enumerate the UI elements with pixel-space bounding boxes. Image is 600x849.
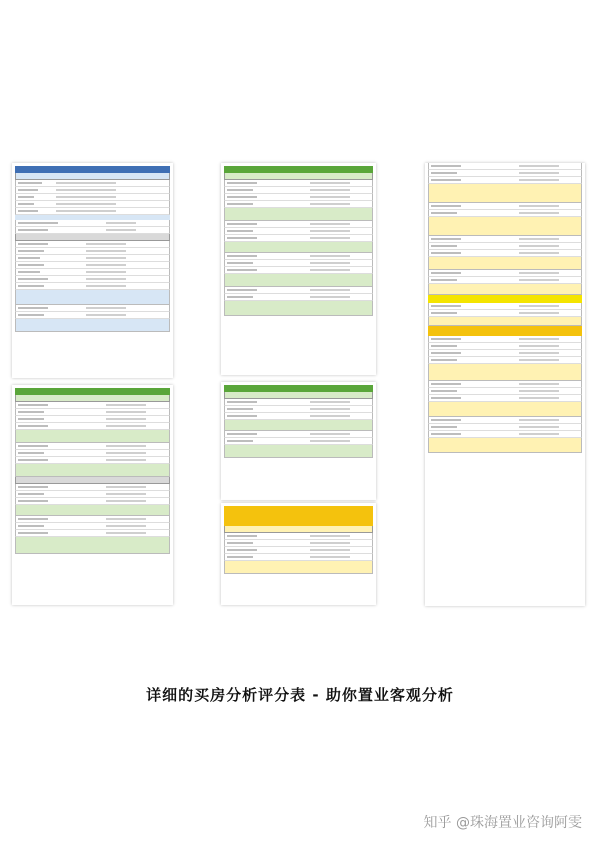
table-row [15,201,170,208]
table-row [224,260,373,267]
table-row [224,431,373,438]
note-block [224,420,373,431]
note-block [428,217,582,236]
note-block [15,290,170,305]
table-row [224,547,373,554]
note-block [428,284,582,295]
note-block [224,208,373,221]
table-row [428,210,582,217]
main-caption: 详细的买房分析评分表 - 助你置业客观分析 [146,686,454,704]
table-row [224,228,373,235]
note-block [428,364,582,381]
table-row [428,303,582,310]
table-row [224,399,373,406]
table-row [224,294,373,301]
table-row [15,269,170,276]
note-block [428,257,582,270]
table-row [15,227,170,234]
table-row [15,194,170,201]
table-row [428,203,582,210]
table-row [15,180,170,187]
note-block [428,438,582,453]
table-row [15,523,170,530]
table-row [15,530,170,537]
note-block [15,319,170,332]
note-block [224,274,373,287]
table-row [224,267,373,274]
sheet-header [15,166,170,173]
table-row [428,163,582,170]
table-row [428,310,582,317]
section-bar [224,173,373,180]
table-row [428,277,582,284]
table-row [428,170,582,177]
table-row [428,236,582,243]
table-row [428,395,582,402]
table-row [428,417,582,424]
table-row [15,457,170,464]
table-row [15,491,170,498]
note-block [15,537,170,554]
table-row [15,305,170,312]
table-row [15,450,170,457]
sheet-header [224,166,373,173]
table-row [15,241,170,248]
table-row [15,484,170,491]
table-row [224,540,373,547]
sheet-left-top [12,163,173,378]
table-row [224,235,373,242]
note-block [224,301,373,316]
table-row [224,194,373,201]
section-bar [224,526,373,533]
note-block [15,430,170,443]
note-block [428,317,582,326]
note-block [15,464,170,477]
table-row [224,554,373,561]
table-row [224,201,373,208]
table-row [15,516,170,523]
table-row [428,270,582,277]
table-row [15,409,170,416]
sheet-left-bottom [12,385,173,605]
table-row [428,350,582,357]
table-row [15,255,170,262]
table-row [15,220,170,227]
table-row [224,287,373,294]
highlight-band [428,295,582,303]
table-row [15,402,170,409]
note-block [428,402,582,417]
table-row [428,424,582,431]
watermark: 知乎 @珠海置业咨询阿雯 [423,815,582,831]
section-bar [15,173,170,180]
table-row [15,416,170,423]
table-row [224,253,373,260]
sheet-header [15,388,170,395]
table-row [15,283,170,290]
table-row [15,498,170,505]
table-row [15,208,170,215]
sheet-middle-top [221,163,376,375]
note-block [224,561,373,574]
table-row [428,388,582,395]
table-row [224,180,373,187]
sheet-header [224,385,373,392]
table-row [15,276,170,283]
highlight-band [428,326,582,336]
table-row [224,187,373,194]
table-row [224,221,373,228]
table-row [224,406,373,413]
table-row [15,443,170,450]
table-row [15,312,170,319]
table-row [224,438,373,445]
table-row [428,336,582,343]
table-row [428,243,582,250]
table-row [224,413,373,420]
table-row [428,381,582,388]
sheet-header [224,506,373,526]
table-row [428,431,582,438]
table-row [15,187,170,194]
note-block [15,505,170,516]
table-row [428,343,582,350]
note-block [224,445,373,458]
table-row [15,248,170,255]
table-row [428,177,582,184]
table-row [428,250,582,257]
section-bar [15,234,170,241]
table-row [15,423,170,430]
table-row [15,262,170,269]
section-bar [15,395,170,402]
table-row [428,357,582,364]
note-block [428,184,582,203]
sheet-middle-bottom [221,503,376,605]
section-bar [15,477,170,484]
note-block [224,242,373,253]
section-bar [224,392,373,399]
table-row [224,533,373,540]
sheet-right [425,163,585,606]
sheet-middle-mid [221,382,376,500]
